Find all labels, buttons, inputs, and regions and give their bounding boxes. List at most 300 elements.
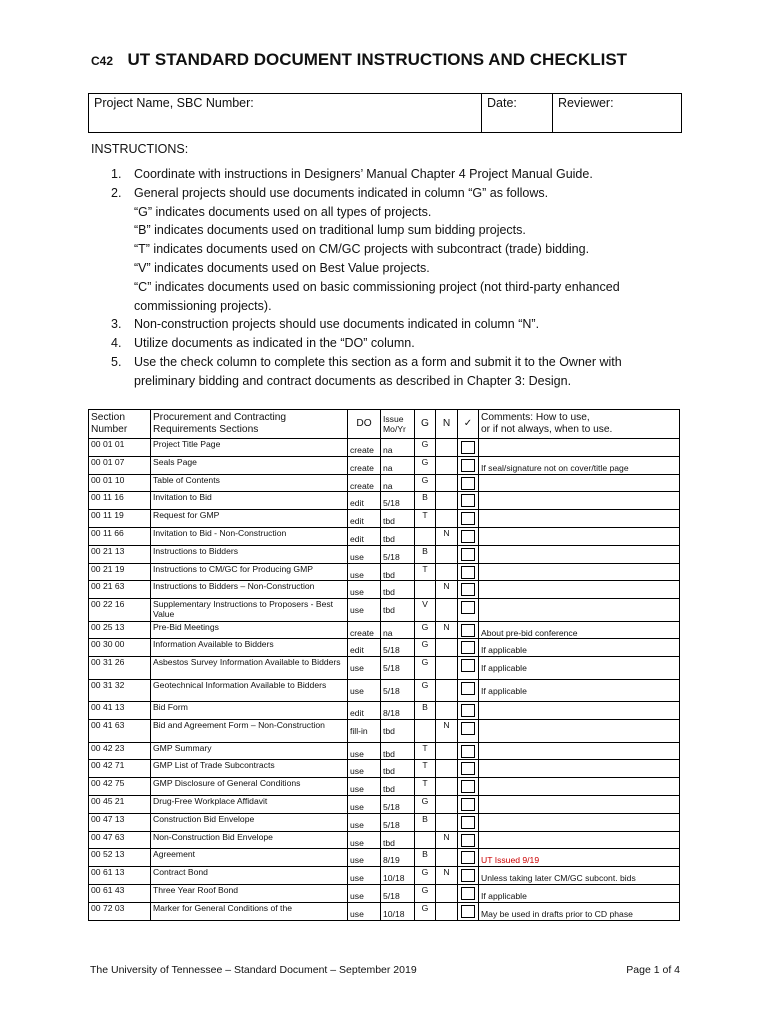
section-title: Request for GMP [151, 510, 348, 528]
comment-text [481, 720, 677, 726]
do-action: edit [350, 498, 364, 509]
issue-date-cell [381, 439, 415, 457]
table-row [89, 456, 680, 474]
table-row [89, 867, 680, 885]
issue-date-cell [381, 902, 415, 920]
section-number: 00 01 01 [89, 439, 151, 457]
section-title: Geotechnical Information Available to Bidders [151, 679, 348, 702]
section-title: Invitation to Bid [151, 492, 348, 510]
n-flag [436, 545, 458, 563]
section-title: Pre-Bid Meetings [151, 621, 348, 639]
comment-text [481, 778, 677, 784]
do-action-cell [348, 831, 381, 849]
comment-text-cell [479, 639, 680, 657]
do-action-cell [348, 813, 381, 831]
instruction-line: Utilize documents as indicated in the “DO” column. [134, 336, 415, 351]
g-flag [415, 831, 436, 849]
g-flag: T [415, 742, 436, 760]
comment-text-cell [479, 720, 680, 743]
n-flag: N [436, 527, 458, 545]
instruction-number: 4. [111, 336, 122, 351]
instructions-heading: INSTRUCTIONS: [91, 142, 189, 156]
checkbox[interactable] [461, 548, 475, 561]
do-action-cell [348, 639, 381, 657]
section-number: 00 42 23 [89, 742, 151, 760]
issue-date: tbd [383, 726, 395, 737]
col-header-issue: Issue Mo/Yr [381, 410, 415, 439]
issue-date-cell [381, 867, 415, 885]
do-action: create [350, 627, 374, 638]
check-cell [458, 621, 479, 639]
instruction-line: General projects should use documents indicated in column “G” as follows. [134, 185, 549, 200]
issue-date: tbd [383, 784, 395, 795]
reviewer-field[interactable]: Reviewer: [558, 96, 614, 110]
g-flag: G [415, 621, 436, 639]
do-action-cell [348, 439, 381, 457]
issue-date-cell [381, 639, 415, 657]
issue-date: 5/18 [383, 685, 400, 696]
do-action-cell [348, 884, 381, 902]
do-action-cell [348, 867, 381, 885]
section-title: Supplementary Instructions to Proposers - Best Value [151, 599, 348, 622]
issue-date: 5/18 [383, 663, 400, 674]
comment-text: If applicable [481, 685, 527, 696]
section-number: 00 41 13 [89, 702, 151, 720]
do-action-cell [348, 902, 381, 920]
col-header-check: ✓ [458, 410, 479, 439]
g-flag: G [415, 639, 436, 657]
instruction-item [111, 353, 691, 391]
g-flag: G [415, 795, 436, 813]
checkbox[interactable] [461, 641, 475, 654]
table-row [89, 679, 680, 702]
checkbox[interactable] [461, 659, 475, 672]
g-flag [415, 720, 436, 743]
table-row [89, 439, 680, 457]
comment-text: If seal/signature not on cover/title page [481, 462, 629, 473]
comment-text-cell [479, 599, 680, 622]
g-flag [415, 581, 436, 599]
col-header-comments: Comments: How to use, or if not always, when to use. [479, 410, 680, 439]
comment-text-cell [479, 778, 680, 796]
project-info-box [88, 93, 682, 133]
comment-text [481, 832, 677, 838]
do-action: create [350, 480, 374, 491]
g-flag: T [415, 778, 436, 796]
do-action-cell [348, 599, 381, 622]
check-cell [458, 510, 479, 528]
comment-text [481, 564, 677, 570]
issue-date-cell [381, 778, 415, 796]
n-flag [436, 599, 458, 622]
instruction-item [111, 184, 691, 316]
comment-text-cell [479, 902, 680, 920]
g-flag: G [415, 474, 436, 492]
footer-left: The University of Tennessee – Standard Document – September 2019 [90, 964, 417, 976]
comment-text-cell [479, 439, 680, 457]
do-action-cell [348, 702, 381, 720]
section-title: Seals Page [151, 456, 348, 474]
g-flag: G [415, 679, 436, 702]
instruction-number: 3. [111, 317, 122, 332]
issue-date: tbd [383, 837, 395, 848]
comment-text [481, 475, 677, 481]
check-cell [458, 849, 479, 867]
do-action: use [350, 837, 364, 848]
n-flag [436, 657, 458, 680]
instruction-item [111, 334, 691, 353]
table-header-row [89, 410, 680, 439]
section-title: Project Title Page [151, 439, 348, 457]
n-flag: N [436, 720, 458, 743]
section-number: 00 72 03 [89, 902, 151, 920]
section-title: Invitation to Bid - Non-Construction [151, 527, 348, 545]
section-title: Instructions to Bidders – Non-Construction [151, 581, 348, 599]
do-action: use [350, 748, 364, 759]
checkbox[interactable] [461, 905, 475, 918]
section-title: Table of Contents [151, 474, 348, 492]
section-title: Marker for General Conditions of the [151, 902, 348, 920]
checkbox[interactable] [461, 798, 475, 811]
issue-date: 8/18 [383, 708, 400, 719]
issue-date: tbd [383, 533, 395, 544]
issue-date: tbd [383, 569, 395, 580]
comment-text-cell [479, 867, 680, 885]
comment-text [481, 760, 677, 766]
issue-date: 10/18 [383, 908, 405, 919]
do-action-cell [348, 527, 381, 545]
do-action-cell [348, 742, 381, 760]
do-action-cell [348, 474, 381, 492]
check-cell [458, 902, 479, 920]
comment-text [481, 702, 677, 708]
issue-date: na [383, 627, 393, 638]
do-action-cell [348, 849, 381, 867]
g-flag: T [415, 510, 436, 528]
table-row [89, 831, 680, 849]
do-action: edit [350, 516, 364, 527]
n-flag [436, 795, 458, 813]
do-action: use [350, 784, 364, 795]
issue-date: 10/18 [383, 873, 405, 884]
checkbox[interactable] [461, 477, 475, 490]
section-number: 00 01 10 [89, 474, 151, 492]
issue-date-cell [381, 599, 415, 622]
date-field[interactable]: Date: [482, 94, 553, 132]
do-action: edit [350, 645, 364, 656]
check-cell [458, 831, 479, 849]
issue-date-cell [381, 760, 415, 778]
check-cell [458, 492, 479, 510]
check-cell [458, 527, 479, 545]
checkbox[interactable] [461, 745, 475, 758]
instruction-item [111, 165, 691, 184]
do-action: use [350, 569, 364, 580]
instruction-line: “B” indicates documents used on traditional lump sum bidding projects. [134, 223, 526, 238]
check-cell [458, 581, 479, 599]
issue-date-cell [381, 492, 415, 510]
check-cell [458, 599, 479, 622]
g-flag: V [415, 599, 436, 622]
issue-date: tbd [383, 605, 395, 616]
checkbox[interactable] [461, 851, 475, 864]
checkbox[interactable] [461, 834, 475, 847]
col-header-n: N [436, 410, 458, 439]
comment-text-cell [479, 831, 680, 849]
comment-text-cell [479, 545, 680, 563]
section-number: 00 21 19 [89, 563, 151, 581]
section-title: Instructions to Bidders [151, 545, 348, 563]
comment-text: If applicable [481, 645, 527, 656]
g-flag: B [415, 813, 436, 831]
n-flag [436, 884, 458, 902]
col-header-do: DO [348, 410, 381, 439]
do-action-cell [348, 720, 381, 743]
checkbox[interactable] [461, 887, 475, 900]
issue-date-cell [381, 621, 415, 639]
checkbox[interactable] [461, 494, 475, 507]
checkbox[interactable] [461, 566, 475, 579]
section-title: Asbestos Survey Information Available to Bidders [151, 657, 348, 680]
section-number: 00 42 75 [89, 778, 151, 796]
comment-text-cell [479, 492, 680, 510]
issue-date-cell [381, 884, 415, 902]
g-flag: T [415, 760, 436, 778]
check-cell [458, 778, 479, 796]
issue-date: 5/18 [383, 498, 400, 509]
g-flag: B [415, 492, 436, 510]
table-row [89, 563, 680, 581]
section-title: GMP Disclosure of General Conditions [151, 778, 348, 796]
section-number: 00 31 32 [89, 679, 151, 702]
section-number: 00 21 63 [89, 581, 151, 599]
issue-date-cell [381, 657, 415, 680]
issue-date: 5/18 [383, 645, 400, 656]
do-action: edit [350, 708, 364, 719]
section-number: 00 25 13 [89, 621, 151, 639]
check-cell [458, 720, 479, 743]
issue-date: tbd [383, 766, 395, 777]
document-code: C42 [91, 54, 114, 68]
checkbox[interactable] [461, 762, 475, 775]
n-flag: N [436, 867, 458, 885]
table-row [89, 849, 680, 867]
do-action: use [350, 605, 364, 616]
g-flag: G [415, 456, 436, 474]
g-flag: B [415, 702, 436, 720]
n-flag [436, 813, 458, 831]
check-cell [458, 742, 479, 760]
section-number: 00 61 13 [89, 867, 151, 885]
instruction-number: 2. [111, 185, 122, 200]
instruction-line: commissioning projects). [134, 298, 272, 313]
do-action-cell [348, 581, 381, 599]
comment-text: If applicable [481, 890, 527, 901]
n-flag [436, 563, 458, 581]
section-title: Construction Bid Envelope [151, 813, 348, 831]
do-action: fill-in [350, 726, 368, 737]
do-action: use [350, 551, 364, 562]
check-cell [458, 867, 479, 885]
g-flag: G [415, 867, 436, 885]
issue-date: 8/19 [383, 855, 400, 866]
checkbox[interactable] [461, 530, 475, 543]
table-row [89, 492, 680, 510]
checkbox[interactable] [461, 512, 475, 525]
issue-date: 5/18 [383, 890, 400, 901]
check-cell [458, 760, 479, 778]
comment-text-cell [479, 742, 680, 760]
g-flag: G [415, 439, 436, 457]
issue-date: 5/18 [383, 819, 400, 830]
project-name-field[interactable]: Project Name, SBC Number: [89, 94, 482, 132]
checkbox[interactable] [461, 722, 475, 735]
checkbox[interactable] [461, 704, 475, 717]
issue-date-cell [381, 456, 415, 474]
section-title: Bid and Agreement Form – Non-Construction [151, 720, 348, 743]
check-cell [458, 813, 479, 831]
section-number: 00 11 19 [89, 510, 151, 528]
comment-text: UT Issued 9/19 [481, 855, 540, 866]
comment-text [481, 814, 677, 820]
checkbox[interactable] [461, 869, 475, 882]
issue-date-cell [381, 720, 415, 743]
section-number: 00 42 71 [89, 760, 151, 778]
col-header-g: G [415, 410, 436, 439]
g-flag: G [415, 884, 436, 902]
n-flag: N [436, 621, 458, 639]
instruction-line: preliminary bidding and contract documents as described in Chapter 3: Design. [134, 373, 572, 388]
section-title: Agreement [151, 849, 348, 867]
n-flag [436, 679, 458, 702]
check-cell [458, 563, 479, 581]
do-action: create [350, 462, 374, 473]
col-header-title: Procurement and Contracting Requirements Sections [151, 410, 348, 439]
table-row [89, 778, 680, 796]
table-row [89, 581, 680, 599]
check-cell [458, 657, 479, 680]
page-number: Page 1 of 4 [626, 964, 680, 976]
issue-date-cell [381, 795, 415, 813]
issue-date: tbd [383, 516, 395, 527]
checkbox[interactable] [461, 624, 475, 637]
table-row [89, 639, 680, 657]
section-number: 00 11 16 [89, 492, 151, 510]
checkbox[interactable] [461, 816, 475, 829]
issue-date-cell [381, 527, 415, 545]
comment-text [481, 743, 677, 749]
issue-date-cell [381, 545, 415, 563]
section-number: 00 45 21 [89, 795, 151, 813]
checkbox[interactable] [461, 780, 475, 793]
n-flag [436, 510, 458, 528]
section-number: 00 61 43 [89, 884, 151, 902]
section-number: 00 22 16 [89, 599, 151, 622]
do-action-cell [348, 492, 381, 510]
n-flag [436, 639, 458, 657]
issue-date-cell [381, 849, 415, 867]
n-flag [436, 742, 458, 760]
instruction-number: 5. [111, 354, 122, 369]
table-row [89, 474, 680, 492]
g-flag [415, 527, 436, 545]
table-row [89, 720, 680, 743]
issue-date-cell [381, 702, 415, 720]
do-action: use [350, 663, 364, 674]
g-flag: B [415, 545, 436, 563]
issue-date-cell [381, 474, 415, 492]
table-row [89, 599, 680, 622]
checkbox[interactable] [461, 459, 475, 472]
table-row [89, 621, 680, 639]
comment-text [481, 528, 677, 534]
comment-text-cell [479, 760, 680, 778]
n-flag [436, 702, 458, 720]
issue-date: 5/18 [383, 801, 400, 812]
comment-text: Unless taking later CM/GC subcont. bids [481, 873, 636, 884]
checkbox[interactable] [461, 682, 475, 695]
table-row [89, 702, 680, 720]
issue-date: tbd [383, 748, 395, 759]
instruction-line: “T” indicates documents used on CM/GC projects with subcontract (trade) bidding. [134, 242, 590, 257]
do-action: use [350, 587, 364, 598]
comment-text-cell [479, 621, 680, 639]
table-row [89, 510, 680, 528]
section-title: Contract Bond [151, 867, 348, 885]
checkbox[interactable] [461, 601, 475, 614]
issue-date-cell [381, 581, 415, 599]
comment-text-cell [479, 474, 680, 492]
instruction-line: “G” indicates documents used on all types of projects. [134, 204, 432, 219]
do-action: use [350, 855, 364, 866]
checkbox[interactable] [461, 583, 475, 596]
document-header [91, 50, 627, 70]
comment-text [481, 510, 677, 516]
comment-text: May be used in drafts prior to CD phase [481, 908, 633, 919]
n-flag [436, 474, 458, 492]
comment-text [481, 492, 677, 498]
check-cell [458, 702, 479, 720]
section-title: Three Year Roof Bond [151, 884, 348, 902]
check-cell [458, 679, 479, 702]
section-title: Non-Construction Bid Envelope [151, 831, 348, 849]
section-title: GMP List of Trade Subcontracts [151, 760, 348, 778]
do-action-cell [348, 778, 381, 796]
comment-text-cell [479, 849, 680, 867]
section-number: 00 01 07 [89, 456, 151, 474]
do-action: use [350, 890, 364, 901]
section-title: Drug-Free Workplace Affidavit [151, 795, 348, 813]
issue-date: tbd [383, 587, 395, 598]
table-row [89, 813, 680, 831]
check-cell [458, 884, 479, 902]
do-action: edit [350, 533, 364, 544]
checkbox[interactable] [461, 441, 475, 454]
n-flag [436, 492, 458, 510]
section-title: GMP Summary [151, 742, 348, 760]
section-number: 00 11 66 [89, 527, 151, 545]
section-number: 00 21 13 [89, 545, 151, 563]
comment-text: About pre-bid conference [481, 627, 578, 638]
instruction-line: “V” indicates documents used on Best Value projects. [134, 260, 430, 275]
section-number: 00 52 13 [89, 849, 151, 867]
table-row [89, 657, 680, 680]
section-number: 00 31 26 [89, 657, 151, 680]
comment-text [481, 796, 677, 802]
check-cell [458, 795, 479, 813]
section-title: Information Available to Bidders [151, 639, 348, 657]
comment-text-cell [479, 456, 680, 474]
